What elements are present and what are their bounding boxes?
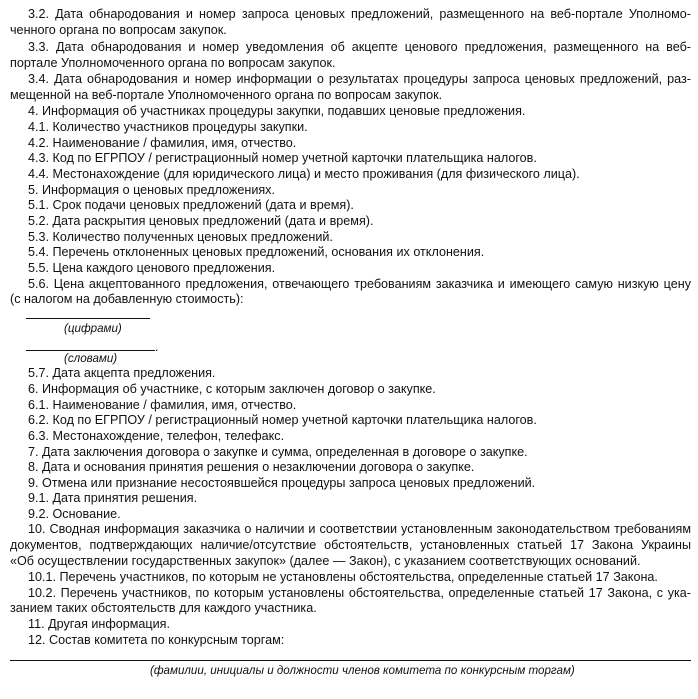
text-line: 6.2. Код по ЕГРПОУ / регистрационный номер учетной карточки плательщика налогов. bbox=[28, 413, 537, 427]
text-line: 5.5. Цена каждого ценового предложения. bbox=[28, 261, 276, 275]
text-line: (с налогом на добавленную стоимость): bbox=[10, 292, 244, 306]
caption-committee: (фамилии, инициалы и должности членов комитета по конкурсным торгам) bbox=[150, 664, 575, 677]
text-line: 8. Дата и основания принятия решения о незаключении договора о закупке. bbox=[28, 460, 475, 474]
text-line: 5.3. Количество полученных ценовых предложений. bbox=[28, 230, 333, 244]
text-line: 5.6. Цена акцептованного предложения, отвечающего требованиям заказчика и имеющего самую низкую цену bbox=[28, 277, 691, 291]
text-line: 6.1. Наименование / фамилия, имя, отчество. bbox=[28, 398, 297, 412]
blank-line-committee bbox=[10, 660, 691, 661]
text-line: 12. Состав комитета по конкурсным торгам: bbox=[28, 633, 285, 647]
text-line: 3.4. Дата обнародования и номер информации о результатах процедуры запроса ценовых предложений, раз- bbox=[28, 72, 691, 86]
text-line: 5.1. Срок подачи ценовых предложений (дата и время). bbox=[28, 198, 354, 212]
text-line: 3.3. Дата обнародования и номер уведомления об акцепте ценового предложения, размещенного на веб- bbox=[28, 40, 691, 54]
text-line: 10.2. Перечень участников, по которым установлены обстоятельства, определенные статьей 17 Закона, с ука- bbox=[28, 586, 691, 600]
text-line: 5.7. Дата акцепта предложения. bbox=[28, 366, 216, 380]
text-line: мещенной на веб-портале Уполномоченного органа по вопросам закупок. bbox=[10, 88, 443, 102]
text-line: 11. Другая информация. bbox=[28, 617, 170, 631]
text-line: 5. Информация о ценовых предложениях. bbox=[28, 183, 275, 197]
text-line: 5.4. Перечень отклоненных ценовых предложений, основания их отклонения. bbox=[28, 245, 485, 259]
caption-figures: (цифрами) bbox=[64, 322, 122, 335]
text-line: 10. Сводная информация заказчика о наличии и соответствии установленным законодательством требованиям bbox=[28, 522, 691, 536]
text-line: 4.3. Код по ЕГРПОУ / регистрационный номер учетной карточки плательщика налогов. bbox=[28, 151, 537, 165]
text-line: 6. Информация об участнике, с которым заключен договор о закупке. bbox=[28, 382, 436, 396]
text-line: 3.2. Дата обнародования и номер запроса ценовых предложений, размещенного на веб-портале Уполномо- bbox=[28, 7, 691, 21]
text-line: занием таких обстоятельств для каждого участника. bbox=[10, 601, 317, 615]
blank-line-words bbox=[26, 350, 155, 351]
text-line: документов, подтверждающих наличие/отсутствие обстоятельств, установленных статьей 17 Закона Украины bbox=[10, 538, 691, 552]
caption-words: (словами) bbox=[64, 352, 118, 365]
text-line: портале Уполномоченного органа по вопросам закупок. bbox=[10, 56, 336, 70]
blank-line-figures bbox=[26, 318, 150, 319]
text-line: 4.1. Количество участников процедуры закупки. bbox=[28, 120, 308, 134]
period: . bbox=[155, 340, 159, 354]
text-line: 9.2. Основание. bbox=[28, 507, 121, 521]
text-line: 9. Отмена или признание несостоявшейся процедуры запроса ценовых предложений. bbox=[28, 476, 536, 490]
text-line: 6.3. Местонахождение, телефон, телефакс. bbox=[28, 429, 285, 443]
text-line: 4.2. Наименование / фамилия, имя, отчество. bbox=[28, 136, 297, 150]
text-line: «Об осуществлении государственных закупок» (далее — Закон), с указанием соответствующих оснований. bbox=[10, 554, 641, 568]
text-line: 4. Информация об участниках процедуры закупки, подавших ценовые предложения. bbox=[28, 104, 526, 118]
text-line: 5.2. Дата раскрытия ценовых предложений (дата и время). bbox=[28, 214, 374, 228]
text-line: 9.1. Дата принятия решения. bbox=[28, 491, 198, 505]
text-line: ченного органа по вопросам закупок. bbox=[10, 23, 227, 37]
text-line: 7. Дата заключения договора о закупке и сумма, определенная в договоре о закупке. bbox=[28, 445, 528, 459]
text-line: 10.1. Перечень участников, по которым не установлены обстоятельства, определенные статьей 17 Закона. bbox=[28, 570, 658, 584]
text-line: 4.4. Местонахождение (для юридического лица) и место проживания (для физического лица). bbox=[28, 167, 580, 181]
